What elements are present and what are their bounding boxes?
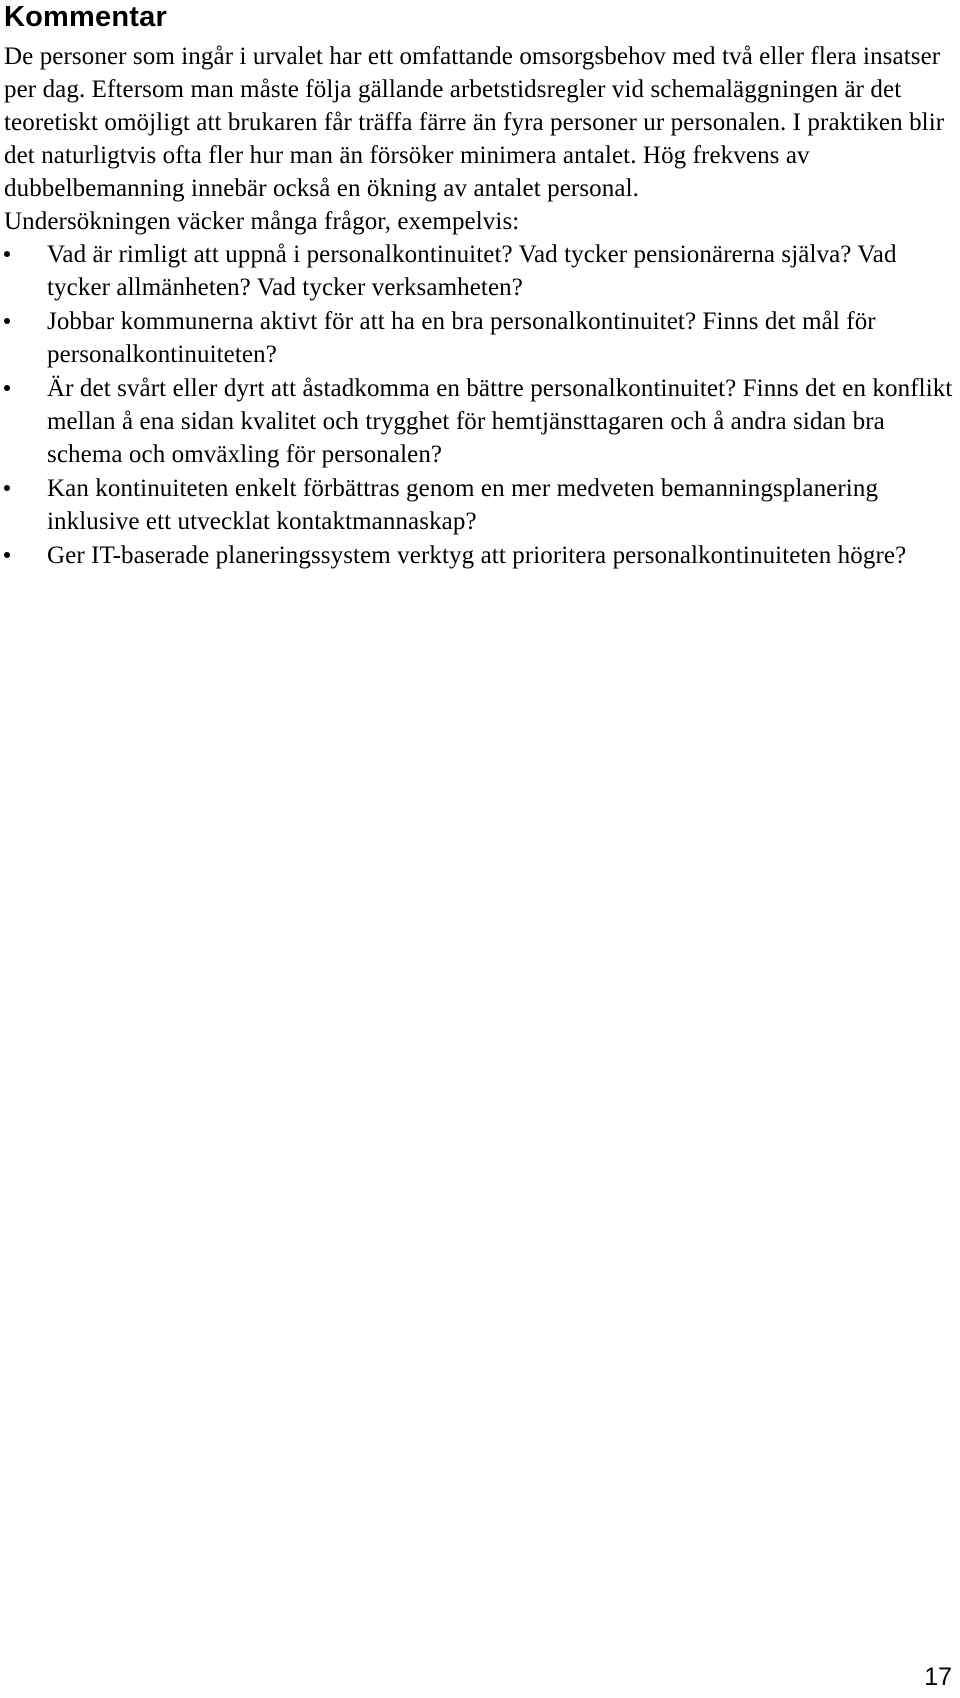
list-item-text: Vad är rimligt att uppnå i personalkontinuitet? Vad tycker pensionärerna själva? Vad tycker allmänheten? Vad tycker verksamheten? — [47, 241, 897, 301]
list-item-text: Jobbar kommunerna aktivt för att ha en bra personalkontinuitet? Finns det mål för personalkontinuiteten? — [47, 308, 876, 368]
list-item — [4, 539, 954, 572]
list-item — [4, 238, 954, 304]
page-number: 17 — [924, 1663, 952, 1691]
section-heading: Kommentar — [4, 1, 167, 33]
document-body — [4, 0, 954, 573]
list-item-text: Ger IT-baserade planeringssystem verktyg att prioritera personalkontinuiteten högre? — [47, 542, 907, 569]
list-item — [4, 305, 954, 371]
bullet-icon — [4, 251, 10, 257]
bullet-icon — [4, 485, 10, 491]
bullet-icon — [4, 552, 10, 558]
bullet-icon — [4, 385, 10, 391]
bullet-icon — [4, 318, 10, 324]
list-item-text: Kan kontinuiteten enkelt förbättras genom en mer medveten bemanningsplanering inklusive ett utvecklat kontaktmannaskap? — [47, 475, 879, 535]
list-item — [4, 472, 954, 538]
question-list — [4, 238, 954, 572]
list-item — [4, 372, 954, 471]
list-intro: Undersökningen väcker många frågor, exempelvis: — [4, 208, 520, 235]
body-paragraph: De personer som ingår i urvalet har ett omfattande omsorgsbehov med två eller flera insatser per dag. Eftersom man måste följa gällande arbetstidsregler vid schemaläggningen är det teoretiskt omöjligt att brukaren får träffa färre än fyra personer ur personalen. I praktiken blir det naturligtvis ofta fler hur man än försöker minimera antalet. Hög frekvens av dubbelbemanning innebär också en ökning av antalet personal. — [4, 43, 945, 202]
list-item-text: Är det svårt eller dyrt att åstadkomma en bättre personalkontinuitet? Finns det en konflikt mellan å ena sidan kvalitet och trygghet för hemtjänsttagaren och å andra sidan bra schema och omväxling för personalen? — [47, 375, 953, 468]
